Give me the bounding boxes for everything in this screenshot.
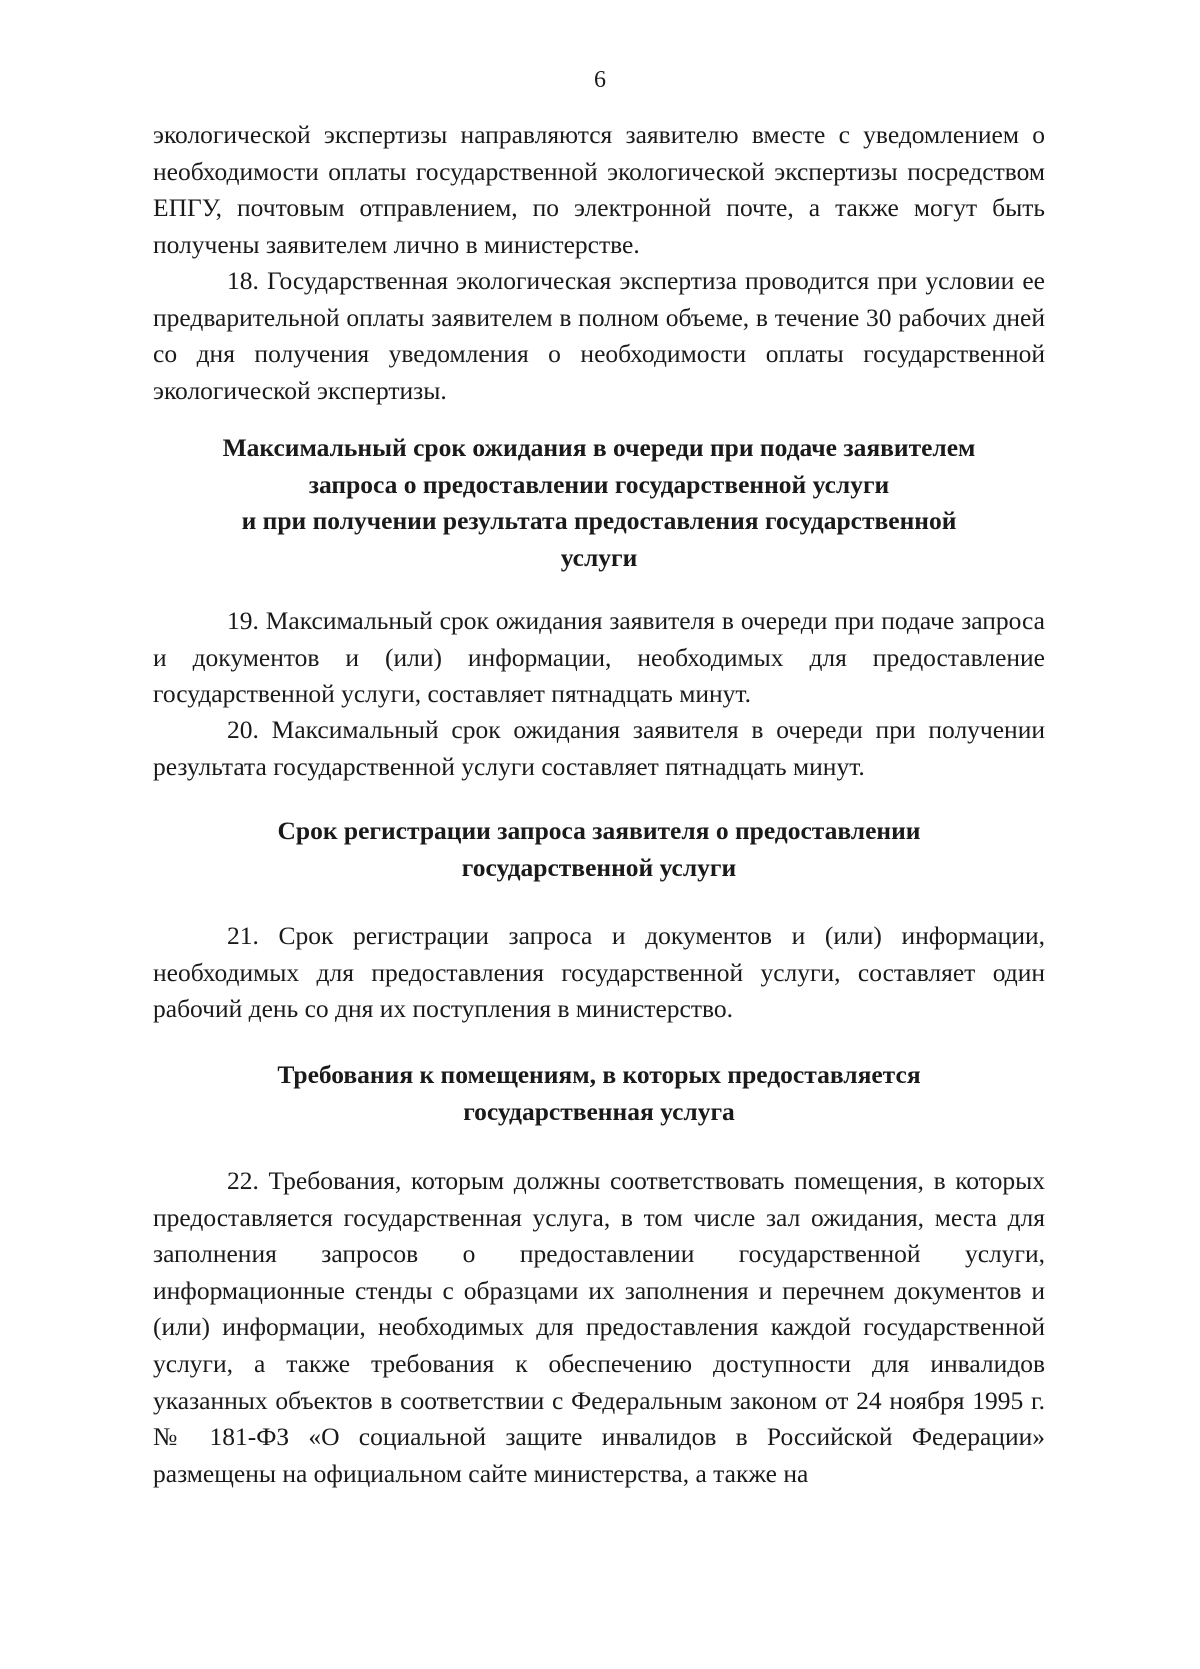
heading-line: Срок регистрации запроса заявителя о предоставлении	[277, 816, 921, 845]
heading-line: запроса о предоставлении государственной услуги	[308, 469, 890, 499]
heading-line: государственная услуга	[463, 1096, 735, 1126]
heading-line: Максимальный срок ожидания в очереди при подаче заявителем	[222, 433, 976, 462]
heading-line: услуги	[560, 542, 638, 572]
section-heading-queue-time	[153, 430, 1045, 576]
heading-line: и при получении результата предоставления государственной	[241, 506, 957, 536]
heading-line: государственной услуги	[461, 852, 737, 882]
paragraph-21: 21. Срок регистрации запроса и документов и (или) информации, необходимых для предоставления государственной услуги, составляет один рабочий день со дня их поступления в министерство.	[153, 921, 1045, 1024]
paragraph-19: 19. Максимальный срок ожидания заявителя в очереди при подаче запроса и документов и (или) информации, необходимых для предоставление государственной услуги, составляет пятнадцать минут.	[153, 606, 1045, 709]
heading-line: Требования к помещениям, в которых предоставляется	[277, 1060, 921, 1089]
section-heading-registration-term	[153, 813, 1045, 886]
paragraph-18: 18. Государственная экологическая экспертиза проводится при условии ее предварительной оплаты заявителем в полном объеме, в течение 30 рабочих дней со дня получения уведомления о необходимости оплаты государственной экологической экспертизы.	[153, 266, 1045, 405]
paragraph-20: 20. Максимальный срок ожидания заявителя в очереди при получении результата государственной услуги составляет пятнадцать минут.	[153, 715, 1045, 781]
page-number: 6	[594, 67, 606, 93]
section-heading-premises-requirements	[153, 1057, 1045, 1130]
paragraph-22: 22. Требования, которым должны соответствовать помещения, в которых предоставляется государственная услуга, в том числе зал ожидания, места для заполнения запросов о предоставлении государственной услуги, информационные стенды с образцами их заполнения и перечнем документов и (или) информации, необходимых для предоставления каждой государственной услуги, а также требования к обеспечению доступности для инвалидов указанных объектов в соответствии с Федеральным законом от 24 ноября 1995 г. № 181-ФЗ «О социальной защите инвалидов в Российской Федерации» размещены на официальном сайте министерства, а также на	[153, 1166, 1045, 1488]
paragraph-continuation: экологической экспертизы направляются заявителю вместе с уведомлением о необходимости оплаты государственной экологической экспертизы посредством ЕПГУ, почтовым отправлением, по электронной почте, а также могут быть получены заявителем лично в министерстве.	[153, 120, 1045, 259]
